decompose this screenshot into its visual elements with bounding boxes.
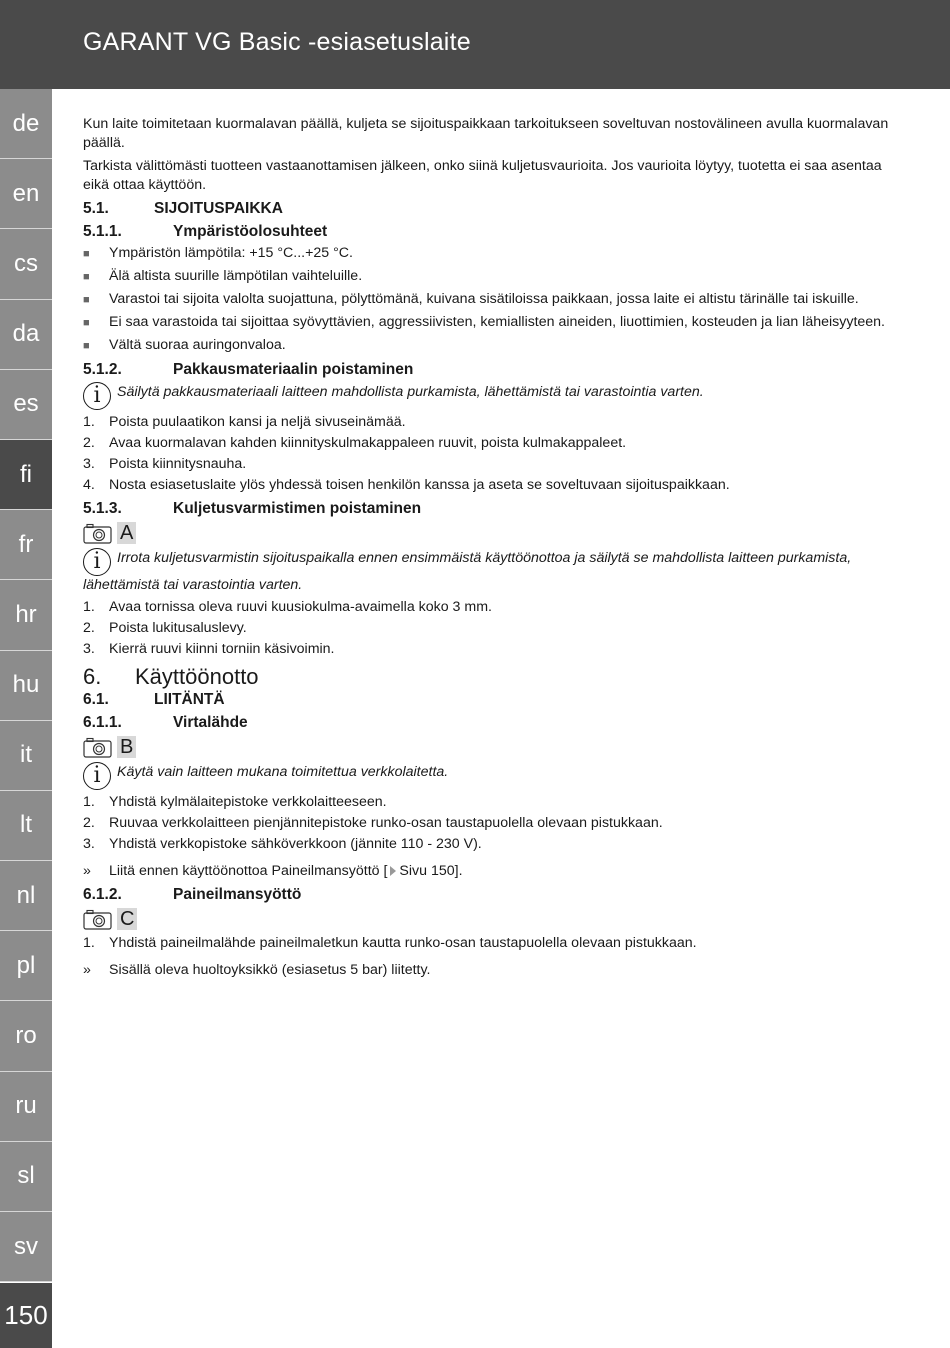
section-title: LIITÄNTÄ <box>154 691 225 708</box>
intro-paragraph: Tarkista välittömästi tuotteen vastaanottamisen jälkeen, onko siinä kuljetusvaurioita. Jos vaurioita löytyy, tuotetta ei saa asentaa eikä ottaa käyttöön. <box>83 158 882 193</box>
figure-letter: A <box>117 522 136 544</box>
chapter-heading <box>83 664 903 689</box>
section-heading <box>83 199 903 218</box>
square-bullet-icon: ■ <box>83 340 90 352</box>
square-bullet-icon: ■ <box>83 271 90 283</box>
language-sidebar <box>0 89 52 1282</box>
section-title: Käyttöönotto <box>135 664 259 689</box>
section-number: 6.1.2. <box>83 886 122 903</box>
language-tab-pl[interactable]: pl <box>0 931 52 1001</box>
section-number: 5.1.1. <box>83 223 122 240</box>
result-marker: » <box>83 863 91 879</box>
language-tab-lt[interactable]: lt <box>0 791 52 861</box>
language-tab-sv[interactable]: sv <box>0 1212 52 1282</box>
section-title: Kuljetusvarmistimen poistaminen <box>173 500 422 517</box>
step-list <box>83 793 903 854</box>
list-item: 1. Yhdistä paineilmalähde paineilmaletkun kautta runko-osan taustapuolella olevaan pistukkaan. <box>83 935 697 951</box>
list-item: 2. Ruuvaa verkkolaitteen pienjännitepistoke runko-osan taustapuolella olevaan pistukkaan. <box>83 815 663 831</box>
language-tab-sl[interactable]: sl <box>0 1142 52 1212</box>
step-list <box>83 934 903 953</box>
section-number: 6. <box>83 664 102 689</box>
info-note: i Säilytä pakkausmateriaali laitteen mahdollista purkamista, lähettämistä tai varastointia varten. <box>83 382 903 410</box>
section-title: Pakkausmateriaalin poistaminen <box>173 361 414 378</box>
list-item: 3. Yhdistä verkkopistoke sähköverkkoon (jännite 110 - 230 V). <box>83 836 482 852</box>
info-icon: i <box>83 382 111 410</box>
intro-paragraph: Kun laite toimitetaan kuormalavan päällä, kuljeta se sijoituspaikkaan tarkoitukseen soveltuvan nostovälineen avulla kuormalavan päällä. <box>83 116 889 151</box>
result-line: » Sisällä oleva huoltoyksikkö (esiasetus 5 bar) liitetty. <box>83 962 431 978</box>
list-item: 1. Poista puulaatikon kansi ja neljä sivuseinämää. <box>83 414 406 430</box>
list-item: 1. Yhdistä kylmälaitepistoke verkkolaitteeseen. <box>83 794 387 810</box>
language-tab-fi[interactable]: fi <box>0 440 52 510</box>
subsection-heading <box>83 885 903 904</box>
list-item: 3. Poista kiinnitysnauha. <box>83 456 247 472</box>
list-item: ■ Älä altista suurille lämpötilan vaihteluille. <box>83 267 903 287</box>
subsection-heading <box>83 713 903 732</box>
section-number: 5.1. <box>83 200 109 217</box>
subsection-heading <box>83 222 903 241</box>
info-note: i Käytä vain laitteen mukana toimitettua verkkolaitetta. <box>83 762 903 790</box>
section-number: 5.1.3. <box>83 500 122 517</box>
language-tab-ru[interactable]: ru <box>0 1072 52 1142</box>
section-heading <box>83 690 903 709</box>
subsection-heading <box>83 360 903 379</box>
step-list <box>83 413 903 495</box>
page-link[interactable]: Sivu 150 <box>399 863 455 879</box>
square-bullet-icon: ■ <box>83 294 90 306</box>
language-tab-hu[interactable]: hu <box>0 651 52 721</box>
camera-icon <box>83 522 113 544</box>
page-number: 150 <box>0 1283 52 1348</box>
list-item: 2. Avaa kuormalavan kahden kiinnityskulmakappaleen ruuvit, poista kulmakappaleet. <box>83 435 627 451</box>
language-tab-it[interactable]: it <box>0 721 52 791</box>
language-tab-es[interactable]: es <box>0 370 52 440</box>
language-tab-ro[interactable]: ro <box>0 1001 52 1071</box>
language-tab-hr[interactable]: hr <box>0 580 52 650</box>
list-item: 4. Nosta esiasetuslaite ylös yhdessä toisen henkilön kanssa ja aseta se soveltuvaan sijoituspaikkaan. <box>83 477 730 493</box>
bullet-list <box>83 244 903 356</box>
language-tab-cs[interactable]: cs <box>0 229 52 299</box>
list-item: ■ Varastoi tai sijoita valolta suojattuna, pölyttömänä, kuivana sisätiloissa paikkaan, jossa laite ei altistu tärinälle tai iskuille. <box>83 290 903 310</box>
info-icon: i <box>83 762 111 790</box>
list-item: ■ Ympäristön lämpötila: +15 °C...+25 °C. <box>83 244 903 264</box>
square-bullet-icon: ■ <box>83 248 90 260</box>
info-note: i Irrota kuljetusvarmistin sijoituspaikalla ennen ensimmäistä käyttöönottoa ja säilytä se mahdollista laitteen purkamista, lähettämistä tai varastointia varten. <box>83 549 852 593</box>
info-icon: i <box>83 548 111 576</box>
language-tab-da[interactable]: da <box>0 300 52 370</box>
figure-reference <box>83 521 903 545</box>
main-content <box>83 115 903 984</box>
subsection-heading <box>83 499 903 518</box>
page-header <box>0 0 950 89</box>
language-tab-nl[interactable]: nl <box>0 861 52 931</box>
figure-reference <box>83 907 903 931</box>
language-tab-en[interactable]: en <box>0 159 52 229</box>
section-title: Ympäristöolosuhteet <box>173 223 328 240</box>
document-title: GARANT VG Basic -esiasetuslaite <box>83 28 471 56</box>
section-number: 5.1.2. <box>83 361 122 378</box>
result-line: » Liitä ennen käyttöönottoa Paineilmansyöttö [ Sivu 150]. <box>83 863 463 879</box>
language-tab-de[interactable]: de <box>0 89 52 159</box>
camera-icon <box>83 908 113 930</box>
list-item: 3. Kierrä ruuvi kiinni torniin käsivoimin. <box>83 641 335 657</box>
figure-reference <box>83 735 903 759</box>
section-number: 6.1. <box>83 691 109 708</box>
section-title: SIJOITUSPAIKKA <box>154 200 283 217</box>
figure-letter: C <box>117 908 137 930</box>
step-list <box>83 598 903 659</box>
section-title: Virtalähde <box>173 714 248 731</box>
list-item: 2. Poista lukitusaluslevy. <box>83 620 247 636</box>
page-link-arrow-icon <box>390 866 396 876</box>
section-number: 6.1.1. <box>83 714 122 731</box>
list-item: 1. Avaa tornissa oleva ruuvi kuusiokulma-avaimella koko 3 mm. <box>83 599 492 615</box>
square-bullet-icon: ■ <box>83 317 90 329</box>
camera-icon <box>83 736 113 758</box>
section-title: Paineilmansyöttö <box>173 886 302 903</box>
result-marker: » <box>83 962 91 978</box>
language-tab-fr[interactable]: fr <box>0 510 52 580</box>
list-item: ■ Vältä suoraa auringonvaloa. <box>83 336 903 356</box>
figure-letter: B <box>117 736 136 758</box>
list-item: ■ Ei saa varastoida tai sijoittaa syövyttävien, aggressiivisten, kemiallisten aineiden, liuottimien, kosteuden ja lian läheisyyteen. <box>83 313 903 333</box>
